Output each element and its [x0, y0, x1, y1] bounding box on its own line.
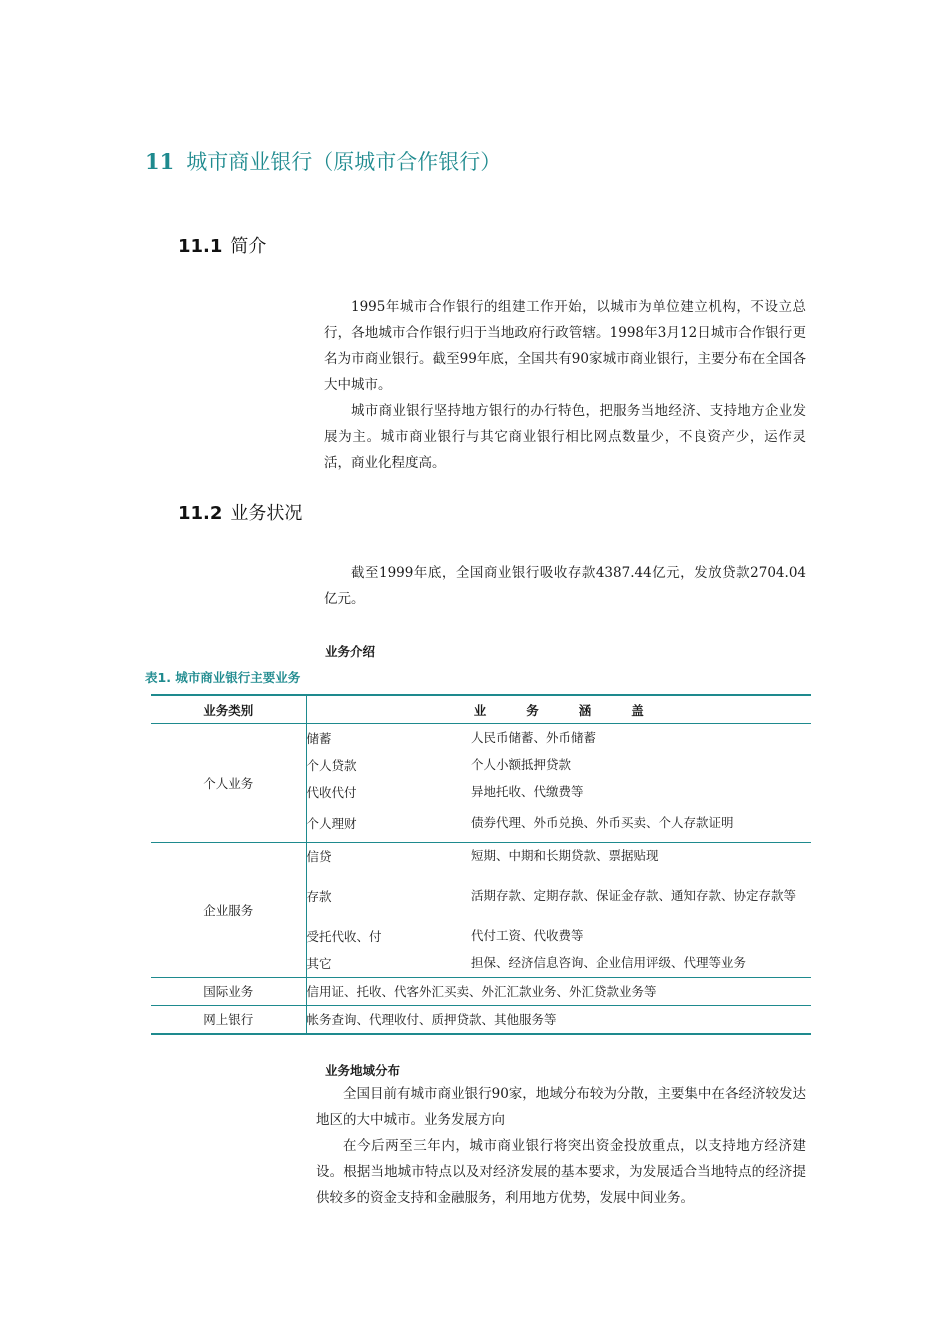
detail-cell: 帐务查询、代理收付、质押贷款、其他服务等 — [306, 1012, 557, 1027]
region-paragraph: 在今后两至三年内，城市商业银行将突出资金投放重点，以支持地方经济建设。根据当地城市特点以及对经济发展的基本要求，为发展适合当地特点的经济提供较多的资金支持和金融服务，利用地方优势，发展中间业务。 — [316, 1138, 806, 1206]
region-text-block — [316, 1081, 806, 1211]
table-row — [151, 842, 811, 870]
section-number: 11.2 — [178, 503, 223, 524]
table-header-row — [151, 695, 811, 724]
chapter-title-text: 城市商业银行（原城市合作银行） — [186, 150, 502, 174]
item-cell: 储蓄 — [306, 730, 332, 746]
header-char: 务 — [526, 702, 539, 718]
business-text-block — [324, 560, 806, 612]
region-paragraph: 全国目前有城市商业银行90家，地域分布较为分散，主要集中在各经济较发达地区的大中城市。业务发展方向 — [316, 1086, 806, 1128]
intro-paragraph: 城市商业银行坚持地方银行的办行特色，把服务当地经济、支持地方企业发展为主。城市商业银行与其它商业银行相比网点数量少，不良资产少，运作灵活，商业化程度高。 — [324, 403, 806, 471]
header-char: 涵 — [578, 702, 592, 718]
category-cell: 网上银行 — [151, 1005, 306, 1034]
detail-cell: 活期存款、定期存款、保证金存款、通知存款、协定存款等 — [471, 888, 797, 903]
intro-paragraph: 1995年城市合作银行的组建工作开始，以城市为单位建立机构，不设立总行，各地城市合作银行归于当地政府行政管辖。1998年3月12日城市合作银行更名为市商业银行。截至99年底，全国共有90家城市商业银行，主要分布在全国各大中城市。 — [324, 299, 806, 393]
intro-text-block — [324, 294, 806, 476]
category-cell: 个人业务 — [151, 724, 306, 843]
section-title-intro — [178, 232, 266, 258]
table-row — [151, 977, 811, 1005]
subhead-region: 业务地域分布 — [325, 1063, 401, 1078]
detail-cell: 异地托收、代缴费等 — [471, 783, 584, 799]
table-caption: 表1. 城市商业银行主要业务 — [145, 670, 301, 685]
item-cell: 代收代付 — [306, 784, 357, 800]
subhead-business-intro: 业务介绍 — [325, 644, 376, 659]
table-row — [151, 724, 811, 752]
section-title-text: 简介 — [230, 236, 267, 257]
item-cell: 信贷 — [306, 849, 332, 864]
detail-cell: 信用证、托收、代客外汇买卖、外汇汇款业务、外汇贷款业务等 — [306, 977, 811, 1005]
item-cell: 存款 — [306, 889, 332, 904]
item-cell: 其它 — [306, 950, 471, 978]
category-cell: 企业服务 — [151, 842, 306, 977]
item-cell: 个人理财 — [306, 805, 471, 842]
category-cell: 国际业务 — [151, 977, 306, 1005]
item-cell: 受托代收、付 — [306, 929, 382, 944]
chapter-number: 11 — [145, 149, 175, 174]
header-coverage — [306, 695, 811, 724]
chapter-title — [145, 146, 501, 176]
detail-cell: 债券代理、外币兑换、外币买卖、个人存款证明 — [471, 805, 811, 842]
table-row — [151, 1005, 811, 1034]
business-table — [151, 694, 811, 1035]
section-title-business — [178, 499, 302, 525]
detail-cell: 人民币储蓄、外币储蓄 — [471, 729, 597, 745]
header-category: 业务类别 — [151, 695, 306, 724]
business-paragraph: 截至1999年底，全国商业银行吸收存款4387.44亿元，发放贷款2704.04亿元。 — [324, 565, 806, 607]
section-title-text: 业务状况 — [230, 503, 303, 524]
detail-cell: 短期、中期和长期贷款、票据贴现 — [471, 848, 659, 863]
item-cell: 个人贷款 — [306, 757, 357, 773]
header-char: 业 — [473, 702, 487, 718]
header-char: 盖 — [631, 702, 644, 718]
detail-cell: 担保、经济信息咨询、企业信用评级、代理等业务 — [471, 950, 811, 978]
detail-cell: 代付工资、代收费等 — [471, 928, 584, 943]
section-number: 11.1 — [178, 236, 223, 257]
detail-cell: 个人小额抵押贷款 — [471, 756, 572, 772]
